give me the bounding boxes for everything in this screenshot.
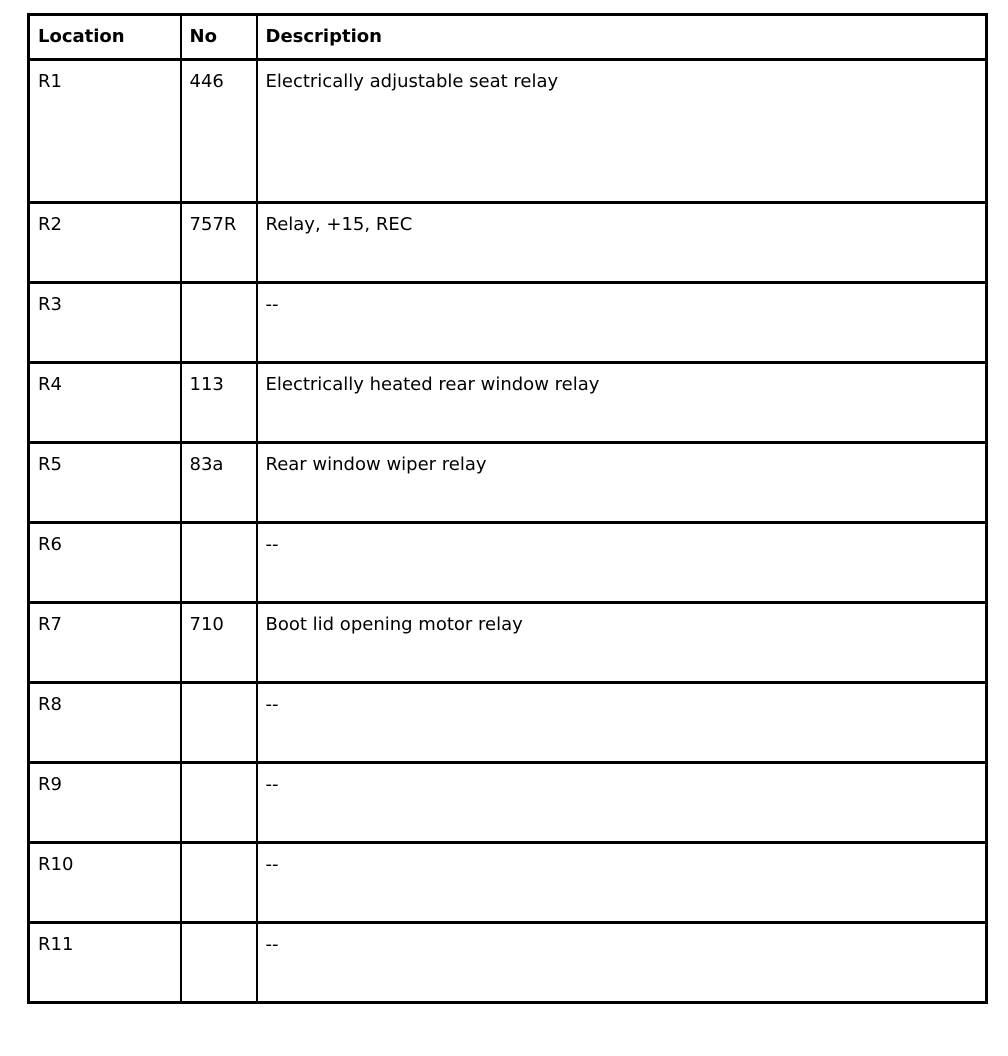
cell-no bbox=[181, 923, 257, 1003]
cell-location: R2 bbox=[29, 203, 181, 283]
table-row bbox=[29, 283, 987, 363]
cell-location: R4 bbox=[29, 363, 181, 443]
cell-description: -- bbox=[257, 283, 987, 363]
cell-no: 83a bbox=[181, 443, 257, 523]
cell-description: Electrically heated rear window relay bbox=[257, 363, 987, 443]
cell-no bbox=[181, 843, 257, 923]
cell-description: -- bbox=[257, 923, 987, 1003]
cell-no: 113 bbox=[181, 363, 257, 443]
cell-no bbox=[181, 763, 257, 843]
cell-location: R10 bbox=[29, 843, 181, 923]
column-header-location: Location bbox=[29, 15, 181, 60]
table-row bbox=[29, 443, 987, 523]
column-header-description: Description bbox=[257, 15, 987, 60]
cell-no bbox=[181, 523, 257, 603]
cell-location: R11 bbox=[29, 923, 181, 1003]
cell-location: R3 bbox=[29, 283, 181, 363]
table-row bbox=[29, 523, 987, 603]
cell-no bbox=[181, 283, 257, 363]
cell-location: R6 bbox=[29, 523, 181, 603]
cell-no: 757R bbox=[181, 203, 257, 283]
cell-location: R9 bbox=[29, 763, 181, 843]
table-row bbox=[29, 603, 987, 683]
table-row bbox=[29, 363, 987, 443]
column-header-no: No bbox=[181, 15, 257, 60]
cell-description: -- bbox=[257, 683, 987, 763]
table-row bbox=[29, 203, 987, 283]
table-row bbox=[29, 923, 987, 1003]
cell-description: -- bbox=[257, 523, 987, 603]
table-row bbox=[29, 683, 987, 763]
cell-description: -- bbox=[257, 763, 987, 843]
cell-no: 710 bbox=[181, 603, 257, 683]
cell-description: -- bbox=[257, 843, 987, 923]
cell-description: Electrically adjustable seat relay bbox=[257, 60, 987, 203]
table-body bbox=[29, 60, 987, 1003]
cell-description: Rear window wiper relay bbox=[257, 443, 987, 523]
table-row bbox=[29, 843, 987, 923]
cell-description: Relay, +15, REC bbox=[257, 203, 987, 283]
cell-description: Boot lid opening motor relay bbox=[257, 603, 987, 683]
cell-no: 446 bbox=[181, 60, 257, 203]
table-row bbox=[29, 60, 987, 203]
cell-location: R1 bbox=[29, 60, 181, 203]
relay-table bbox=[27, 13, 988, 1004]
table-row bbox=[29, 763, 987, 843]
cell-location: R5 bbox=[29, 443, 181, 523]
cell-location: R8 bbox=[29, 683, 181, 763]
table-header-row bbox=[29, 15, 987, 60]
cell-location: R7 bbox=[29, 603, 181, 683]
cell-no bbox=[181, 683, 257, 763]
